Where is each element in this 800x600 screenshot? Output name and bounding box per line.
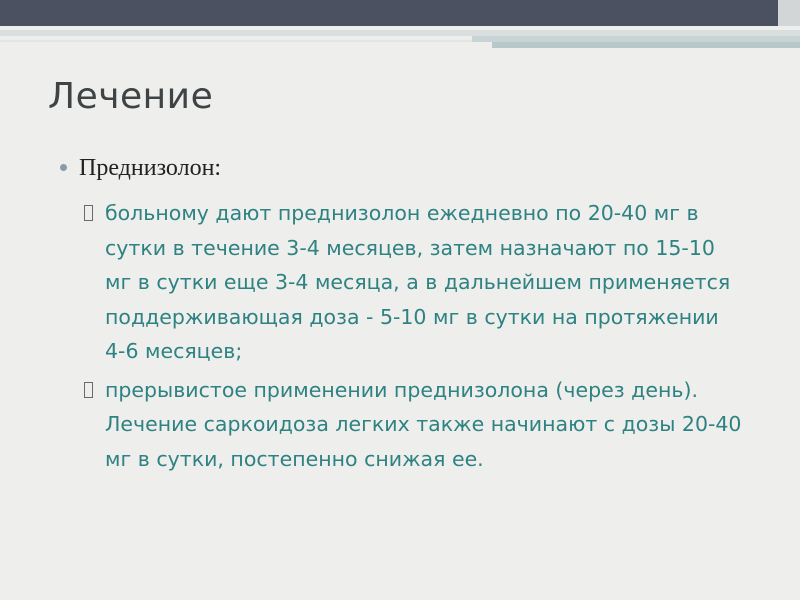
decor-strip-teal-2 bbox=[492, 42, 800, 48]
bullet-item bbox=[60, 155, 760, 182]
bullet-dot-icon bbox=[60, 164, 67, 171]
decor-strip-line bbox=[0, 40, 472, 42]
top-bar-edge bbox=[778, 0, 800, 26]
sub-item-2 bbox=[84, 373, 760, 477]
checkbox-bullet-icon bbox=[84, 205, 93, 221]
slide-title: Лечение bbox=[48, 76, 214, 117]
sub-item-1-text: больному дают преднизолон ежедневно по 20-40 мг в сутки в течение 3-4 месяцев, затем назначают по 15-10 мг в сутки еще 3-4 месяца, а в дальнейшем применяется поддерживающая доза - 5-10 мг в сутки на протяжении 4-6 месяцев; bbox=[105, 201, 731, 363]
slide-content bbox=[60, 155, 760, 480]
sub-item-2-text: прерывистое применении преднизолона (через день). Лечение саркоидоза легких также начинают с дозы 20-40 мг в сутки, постепенно снижая ее. bbox=[105, 377, 742, 471]
bullet-label: Преднизолон: bbox=[79, 155, 222, 181]
checkbox-bullet-icon bbox=[84, 382, 93, 398]
top-bar bbox=[0, 0, 778, 26]
sub-item-1 bbox=[84, 196, 760, 369]
